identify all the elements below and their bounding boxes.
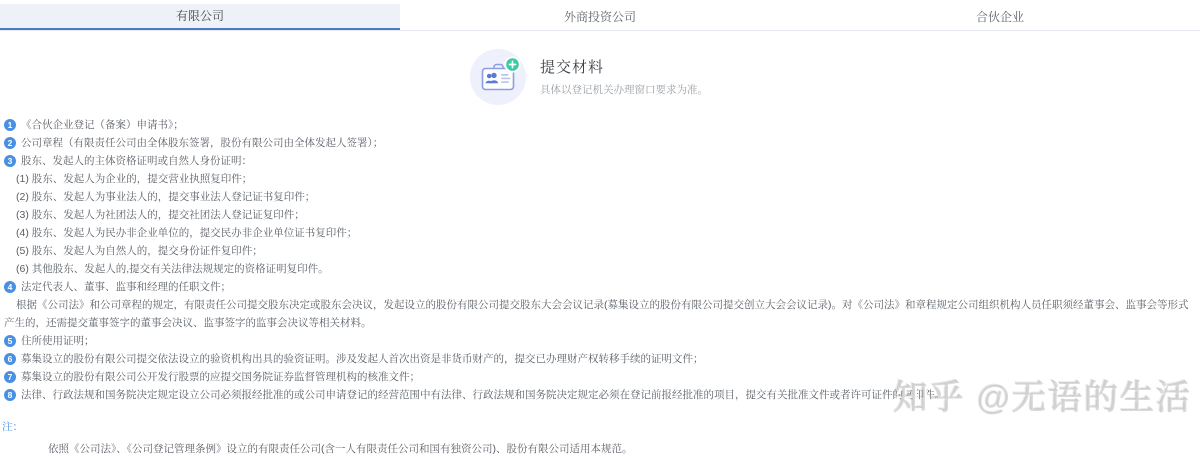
material-item-1 <box>4 116 1194 134</box>
item-number-badge: 8 <box>4 389 16 401</box>
item-text: 住所使用证明； <box>21 335 95 347</box>
material-item-2 <box>4 134 1194 152</box>
note-section <box>0 418 1200 458</box>
material-item-6 <box>4 350 1194 368</box>
material-subitem-5: (5) 股东、发起人为自然人的，提交身份证件复印件； <box>16 245 263 257</box>
materials-list <box>0 116 1200 404</box>
tab-bar <box>0 4 1200 31</box>
material-item-4-detail: 根据《公司法》和公司章程的规定，有限责任公司提交股东决定或股东会决议，发起设立的股份有限公司提交股东大会会议记录(募集设立的股份有限公司提交创立大会会议记录)。对《公司法》和章程规定公司组织机构人员任职须经董事会、监事会等形式产生的，还需提交董事签字的董事会决议、监事签字的监事会决议等相关材料。 <box>4 299 1189 329</box>
material-subitem-1: (1) 股东、发起人为企业的，提交营业执照复印件； <box>16 173 253 185</box>
section-header <box>0 48 1200 106</box>
item-number-badge: 7 <box>4 371 16 383</box>
material-item-8 <box>4 386 1194 404</box>
material-item-4 <box>4 278 1194 296</box>
item-text: 法定代表人、董事、监事和经理的任职文件； <box>21 281 231 293</box>
item-text: 法律、行政法规和国务院决定规定设立公司必须报经批准的或公司申请登记的经营范围中有法律、行政法规和国务院决定规定必须在登记前报经批准的项目，提交有关批准文件或者许可证件的复印件。 <box>21 389 945 401</box>
material-item-7 <box>4 368 1194 386</box>
material-subitem-3: (3) 股东、发起人为社团法人的，提交社团法人登记证复印件； <box>16 209 305 221</box>
material-subitem-6: (6) 其他股东、发起人的,提交有关法律法规规定的资格证明复印件。 <box>16 263 329 275</box>
tab-foreign-invested-company[interactable]: 外商投资公司 <box>400 4 800 30</box>
section-title: 提交材料 <box>540 58 605 76</box>
item-text: 公司章程（有限责任公司由全体股东签署，股份有限公司由全体发起人签署）； <box>21 137 384 149</box>
material-item-3 <box>4 152 1194 170</box>
item-number-badge: 1 <box>4 119 16 131</box>
note-label: 注： <box>2 421 23 433</box>
item-text: 股东、发起人的主体资格证明或自然人身份证明： <box>21 155 252 167</box>
item-number-badge: 5 <box>4 335 16 347</box>
item-text: 募集设立的股份有限公司提交依法设立的验资机构出具的验资证明。涉及发起人首次出资是非货币财产的，提交已办理财产权转移手续的证明文件； <box>21 353 704 365</box>
note-text: 依照《公司法》、《公司登记管理条例》设立的有限责任公司(含一人有限责任公司和国有独资公司)、股份有限公司适用本规范。 <box>48 443 633 455</box>
item-number-badge: 6 <box>4 353 16 365</box>
material-item-5 <box>4 332 1194 350</box>
item-number-badge: 3 <box>4 155 16 167</box>
item-text: 《合伙企业登记（备案）申请书》； <box>21 119 184 131</box>
id-card-plus-icon <box>470 49 526 105</box>
item-number-badge: 4 <box>4 281 16 293</box>
item-text: 募集设立的股份有限公司公开发行股票的应提交国务院证券监督管理机构的核准文件； <box>21 371 420 383</box>
tab-limited-company[interactable]: 有限公司 <box>0 4 400 30</box>
item-number-badge: 2 <box>4 137 16 149</box>
material-subitem-2: (2) 股东、发起人为事业法人的，提交事业法人登记证书复印件； <box>16 191 316 203</box>
tab-partnership-enterprise[interactable]: 合伙企业 <box>800 4 1200 30</box>
material-subitem-4: (4) 股东、发起人为民办非企业单位的，提交民办非企业单位证书复印件； <box>16 227 358 239</box>
section-subtitle: 具体以登记机关办理窗口要求为准。 <box>540 83 708 96</box>
zhihu-watermark: 知乎 @无语的生活 <box>893 379 1192 417</box>
